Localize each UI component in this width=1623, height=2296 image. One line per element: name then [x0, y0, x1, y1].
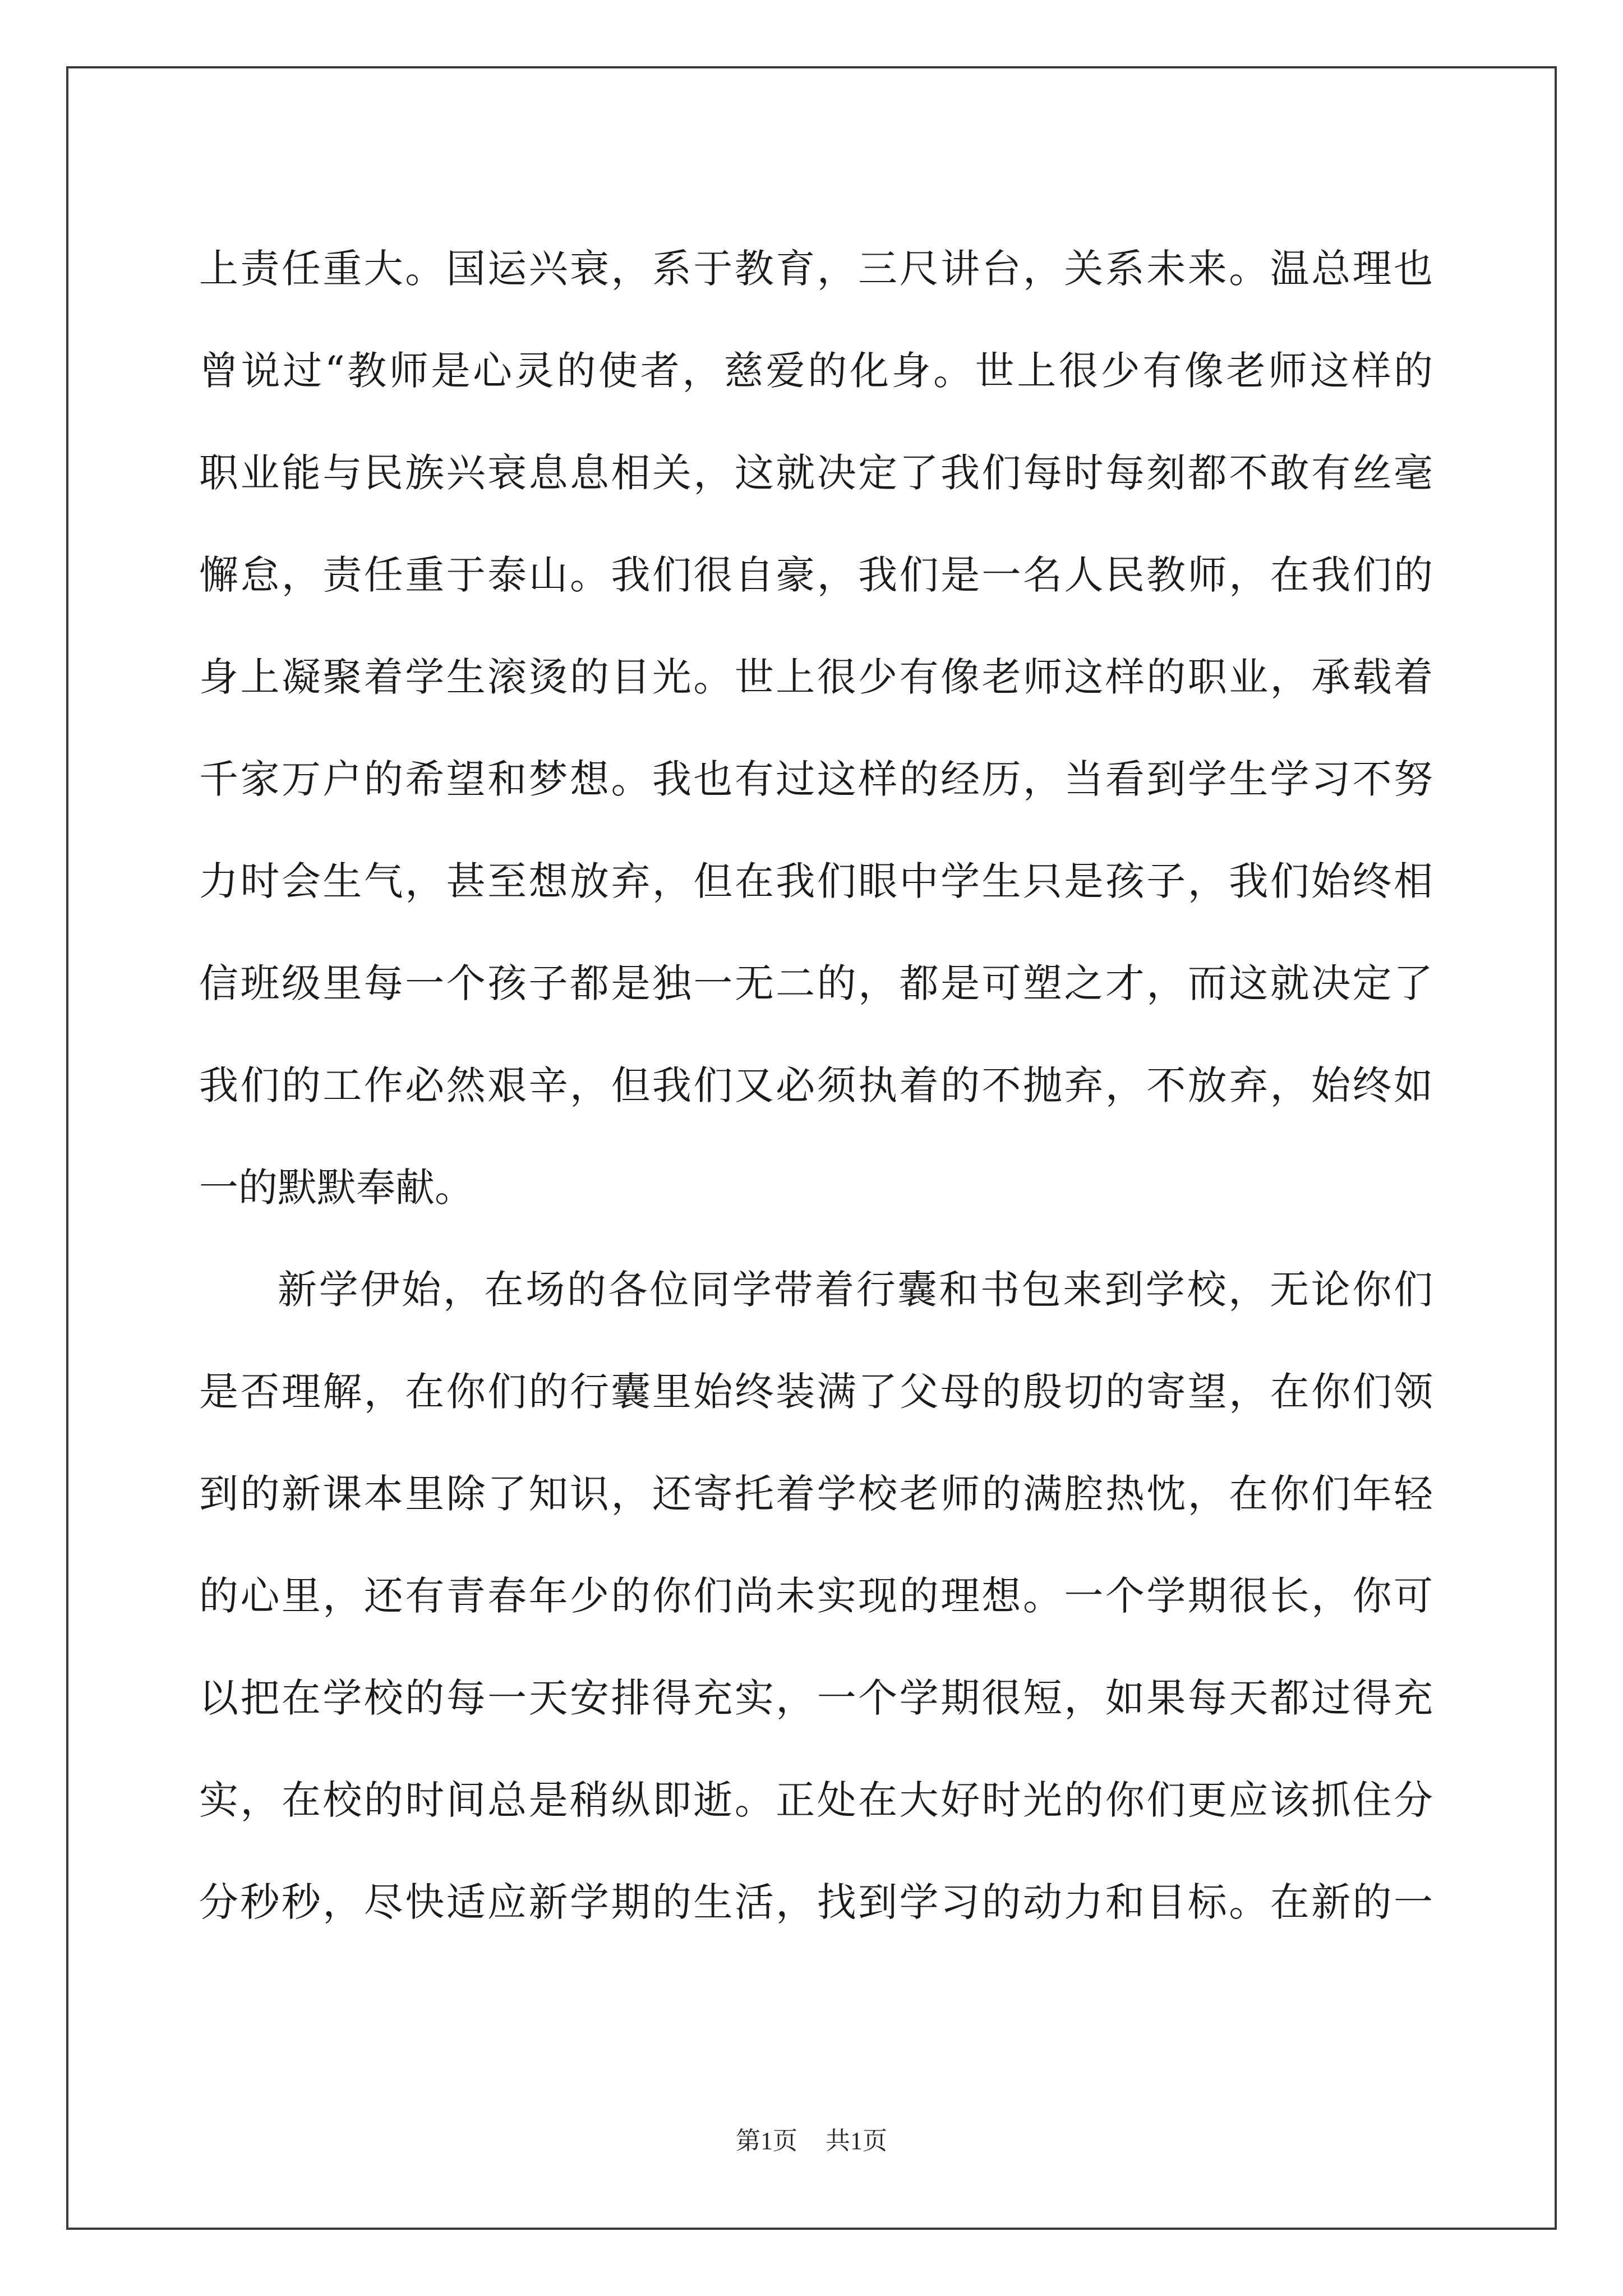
paragraph-1-line-5: 身上凝聚着学生滚烫的目光。世上很少有像老师这样的职业，承载着	[199, 654, 1433, 700]
paragraph-2-line-7: 分秒秒，尽快适应新学期的生活，找到学习的动力和目标。在新的一	[199, 1879, 1433, 1925]
paragraph-2-line-3: 到的新课本里除了知识，还寄托着学校老师的满腔热忱，在你们年轻	[199, 1471, 1433, 1517]
paragraph-1-line-4: 懈怠，责任重于泰山。我们很自豪，我们是一名人民教师，在我们的	[199, 552, 1433, 598]
paragraph-1-line-9: 我们的工作必然艰辛，但我们又必须执着的不抛弃，不放弃，始终如	[199, 1062, 1433, 1108]
paragraph-1-line-7: 力时会生气，甚至想放弃，但在我们眼中学生只是孩子，我们始终相	[199, 858, 1433, 904]
paragraph-1-line-3: 职业能与民族兴衰息息相关，这就决定了我们每时每刻都不敢有丝毫	[199, 450, 1433, 496]
document-body	[199, 218, 1433, 1953]
paragraph-1-line-6: 千家万户的希望和梦想。我也有过这样的经历，当看到学生学习不努	[199, 756, 1433, 802]
paragraph-2-line-6: 实，在校的时间总是稍纵即逝。正处在大好时光的你们更应该抓住分	[199, 1777, 1433, 1823]
paragraph-1-line-2: 曾说过“教师是心灵的使者，慈爱的化身。世上很少有像老师这样的	[199, 348, 1433, 394]
page-number-label: 第1页	[736, 2127, 797, 2155]
paragraph-2-line-1: 新学伊始，在场的各位同学带着行囊和书包来到学校，无论你们	[278, 1267, 1433, 1313]
paragraph-1-line-10: 一的默默奉献。	[199, 1165, 474, 1211]
paragraph-2-line-5: 以把在学校的每一天安排得充实，一个学期很短，如果每天都过得充	[199, 1675, 1433, 1721]
page-total-label: 共1页	[826, 2127, 887, 2155]
page-footer	[0, 2120, 1623, 2156]
paragraph-2-line-2: 是否理解，在你们的行囊里始终装满了父母的殷切的寄望，在你们领	[199, 1369, 1433, 1415]
paragraph-1-line-8: 信班级里每一个孩子都是独一无二的，都是可塑之才，而这就决定了	[199, 960, 1433, 1006]
paragraph-1-line-1: 上责任重大。国运兴衰，系于教育，三尺讲台，关系未来。温总理也	[199, 246, 1433, 292]
paragraph-2-line-4: 的心里，还有青春年少的你们尚未实现的理想。一个学期很长，你可	[199, 1573, 1433, 1619]
